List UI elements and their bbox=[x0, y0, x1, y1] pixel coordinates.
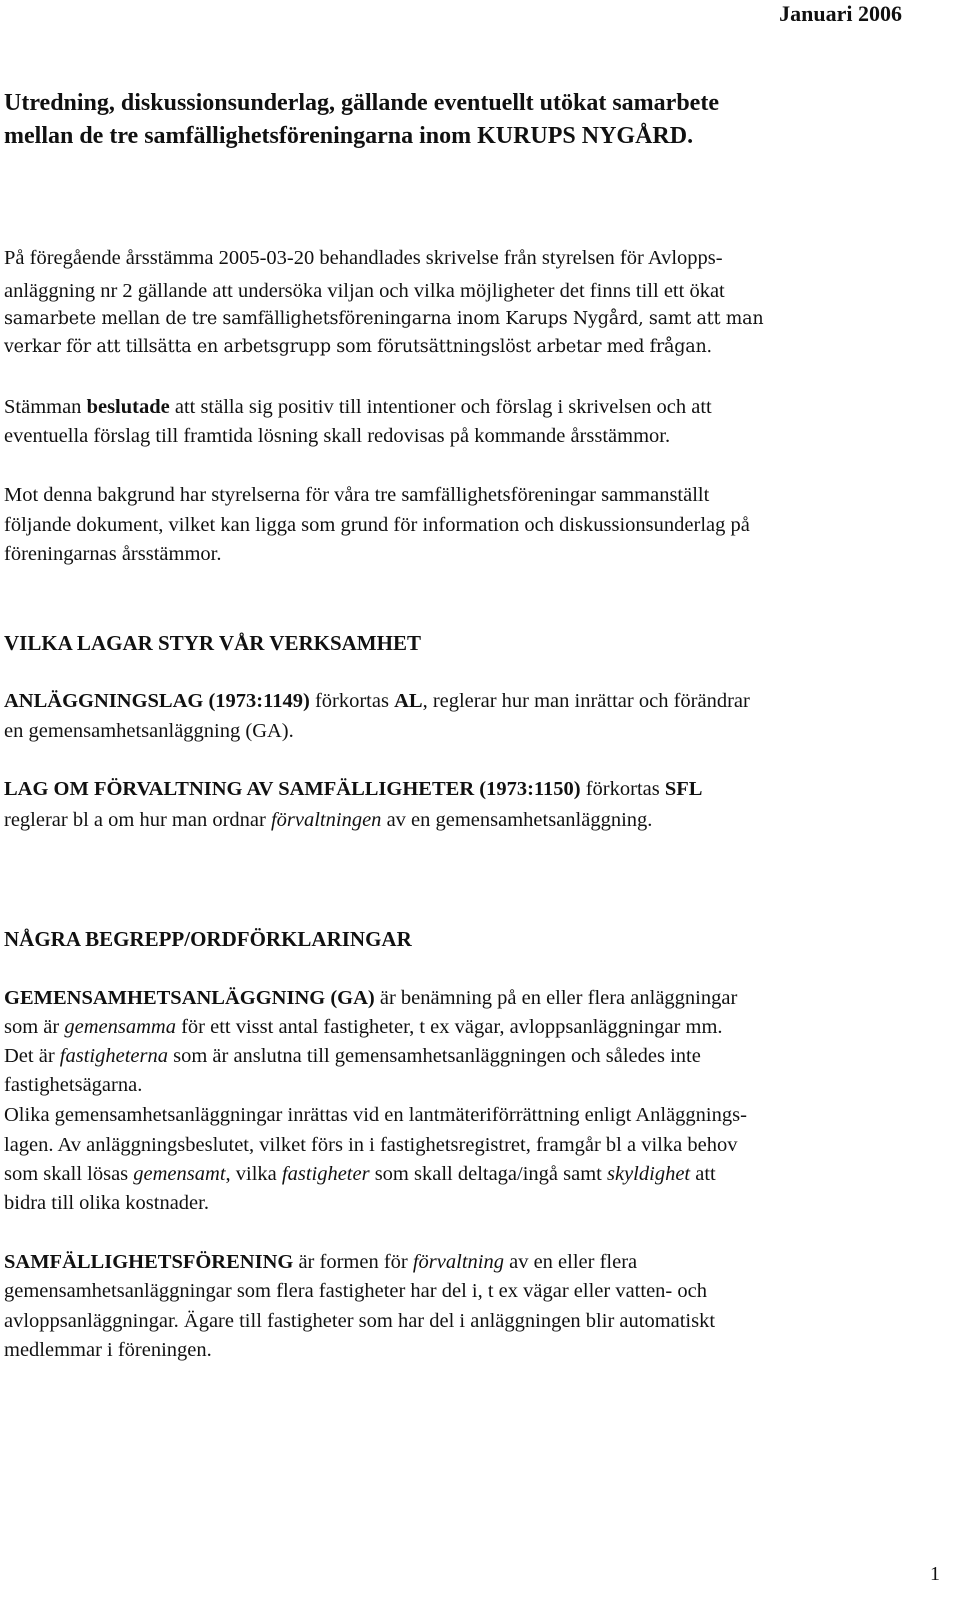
concept-line bbox=[4, 1041, 701, 1071]
background-line: föreningarnas årsstämmor. bbox=[4, 543, 222, 565]
law-text: , reglerar hur man inrättar och förändrar bbox=[422, 690, 750, 712]
concept-line bbox=[4, 983, 737, 1013]
background-line: Mot denna bakgrund har styrelserna för våra tre samfällighetsföreningar sammanställt bbox=[4, 484, 710, 506]
concept-text: som skall lösas bbox=[4, 1163, 134, 1185]
decision-line-1 bbox=[4, 392, 712, 422]
concept-line: Olika gemensamhetsanläggningar inrättas vid en lantmäteriförrättning enligt Anläggnings- bbox=[4, 1104, 747, 1126]
concept-text: för ett visst antal fastigheter, t ex vägar, avloppsanläggningar mm. bbox=[175, 1016, 723, 1038]
concept-emphasis: förvaltning bbox=[412, 1251, 504, 1273]
concept-line: bidra till olika kostnader. bbox=[4, 1192, 209, 1214]
document-date: Januari 2006 bbox=[779, 1, 902, 26]
law-al-line-2: en gemensamhetsanläggning (GA). bbox=[4, 720, 294, 742]
concept-text: av en eller flera bbox=[503, 1251, 638, 1273]
concept-text: är benämning på en eller flera anläggningar bbox=[374, 987, 738, 1009]
decision-text: Stämman bbox=[4, 396, 87, 418]
title-line-1: Utredning, diskussionsunderlag, gällande eventuellt utökat samarbete bbox=[4, 90, 719, 116]
title-line-2: mellan de tre samfällighetsföreningarna inom KURUPS NYGÅRD. bbox=[4, 123, 694, 149]
concept-line: lagen. Av anläggningsbeslutet, vilket förs in i fastighetsregistret, framgår bl a vilka behov bbox=[4, 1134, 738, 1156]
concept-emphasis: gemensamma bbox=[64, 1016, 176, 1038]
decision-keyword: beslutade bbox=[86, 396, 170, 418]
concept-emphasis: skyldighet bbox=[607, 1163, 691, 1185]
concept-emphasis: gemensamt bbox=[133, 1163, 226, 1185]
concept-text: att bbox=[690, 1163, 716, 1185]
document-title bbox=[4, 87, 944, 153]
law-emphasis: förvaltningen bbox=[270, 809, 382, 831]
concept-text: som skall deltaga/ingå samt bbox=[369, 1163, 607, 1185]
page-number: 1 bbox=[930, 1563, 940, 1585]
concept-text: , vilka bbox=[225, 1163, 282, 1185]
intro-line: På föregående årsstämma 2005-03-20 behandlades skrivelse från styrelsen för Avlopps- bbox=[4, 247, 723, 269]
concept-text: är formen för bbox=[293, 1251, 413, 1273]
law-name: ANLÄGGNINGSLAG (1973:1149) bbox=[4, 690, 310, 712]
concept-text: som är bbox=[4, 1016, 65, 1038]
concept-emphasis: fastigheterna bbox=[59, 1045, 168, 1067]
law-sfl-line-1 bbox=[4, 774, 702, 804]
concept-line: avloppsanläggningar. Ägare till fastigheter som har del i anläggningen blir automatiskt bbox=[4, 1310, 716, 1332]
concept-line: fastighetsägarna. bbox=[4, 1074, 143, 1096]
concept-line: gemensamhetsanläggningar som flera fastigheter har del i, t ex vägar eller vatten- och bbox=[4, 1280, 707, 1302]
concept-line: medlemmar i föreningen. bbox=[4, 1339, 212, 1361]
law-abbreviation: SFL bbox=[664, 778, 703, 800]
concept-line bbox=[4, 1159, 716, 1189]
concept-emphasis: fastigheter bbox=[281, 1163, 370, 1185]
decision-text: att ställa sig positiv till intentioner och förslag i skrivelsen och att bbox=[169, 396, 712, 418]
law-text: reglerar bl a om hur man ordnar bbox=[4, 809, 271, 831]
law-text: av en gemensamhetsanläggning. bbox=[381, 809, 653, 831]
law-text: förkortas bbox=[580, 778, 665, 800]
concepts-heading: NÅGRA BEGREPP/ORDFÖRKLARINGAR bbox=[4, 927, 412, 951]
law-al-line-1 bbox=[4, 686, 750, 716]
law-sfl-line-2 bbox=[4, 805, 652, 835]
intro-line: samarbete mellan de tre samfällighetsföreningarna inom Karups Nygård, samt att man bbox=[4, 309, 764, 329]
law-name: LAG OM FÖRVALTNING AV SAMFÄLLIGHETER (1973:1150) bbox=[4, 778, 581, 800]
concept-term: GEMENSAMHETSANLÄGGNING (GA) bbox=[4, 987, 375, 1009]
intro-line: verkar för att tillsätta en arbetsgrupp som förutsättningslöst arbetar med frågan. bbox=[4, 337, 712, 357]
decision-line-2: eventuella förslag till framtida lösning skall redovisas på kommande årsstämmor. bbox=[4, 425, 671, 447]
law-text: förkortas bbox=[309, 690, 395, 712]
background-line: följande dokument, vilket kan ligga som grund för information och diskussionsunderlag på bbox=[4, 514, 750, 536]
concept-text: Det är bbox=[4, 1045, 60, 1067]
concept-line bbox=[4, 1012, 723, 1042]
concept-line bbox=[4, 1247, 637, 1277]
concept-term: SAMFÄLLIGHETSFÖRENING bbox=[4, 1251, 294, 1273]
laws-heading: VILKA LAGAR STYR VÅR VERKSAMHET bbox=[4, 631, 421, 655]
law-abbreviation: AL bbox=[394, 690, 423, 712]
intro-line: anläggning nr 2 gällande att undersöka viljan och vilka möjligheter det finns till ett ökat bbox=[4, 280, 725, 302]
concept-text: som är anslutna till gemensamhetsanläggningen och således inte bbox=[167, 1045, 701, 1067]
